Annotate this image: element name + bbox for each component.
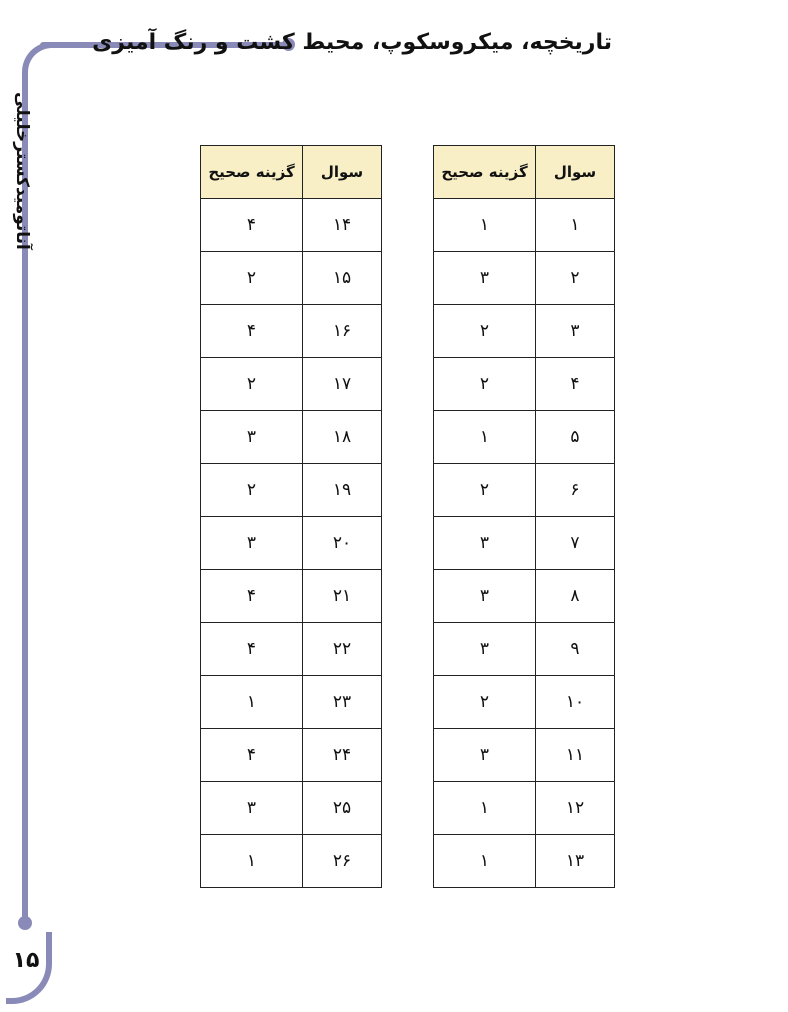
- table-row: [201, 411, 382, 464]
- question-number: ۲۱: [303, 570, 382, 623]
- table-row: [201, 252, 382, 305]
- table-row: [434, 252, 615, 305]
- correct-option: ۲: [201, 464, 303, 517]
- question-number: ۱۲: [536, 782, 615, 835]
- correct-option: ۱: [434, 835, 536, 888]
- page-title: تاریخچه، میکروسکوپ، محیط کشت و رنگ آمیزی: [92, 30, 612, 55]
- question-number: ۲۰: [303, 517, 382, 570]
- question-number: ۱۳: [536, 835, 615, 888]
- table-header-row: [434, 146, 615, 199]
- question-number: ۱۸: [303, 411, 382, 464]
- question-number: ۱۵: [303, 252, 382, 305]
- question-number: ۱۹: [303, 464, 382, 517]
- correct-option: ۳: [434, 570, 536, 623]
- correct-option: ۲: [201, 358, 303, 411]
- correct-option: ۳: [434, 252, 536, 305]
- correct-option: ۲: [434, 305, 536, 358]
- correct-option: ۳: [434, 623, 536, 676]
- question-number: ۱۱: [536, 729, 615, 782]
- column-header-answer: گزینه صحیح: [434, 146, 536, 199]
- question-number: ۱۷: [303, 358, 382, 411]
- correct-option: ۲: [434, 464, 536, 517]
- question-number: ۱۰: [536, 676, 615, 729]
- correct-option: ۳: [434, 729, 536, 782]
- correct-option: ۳: [434, 517, 536, 570]
- table-row: [201, 835, 382, 888]
- table-row: [434, 358, 615, 411]
- question-number: ۲۴: [303, 729, 382, 782]
- table-row: [201, 358, 382, 411]
- table-row: [201, 782, 382, 835]
- question-number: ۲۲: [303, 623, 382, 676]
- table-row: [434, 411, 615, 464]
- table-row: [434, 729, 615, 782]
- frame-corner: [22, 42, 62, 82]
- correct-option: ۴: [201, 623, 303, 676]
- correct-option: ۴: [201, 729, 303, 782]
- answer-table-right: [433, 145, 615, 888]
- table-body: [201, 199, 382, 888]
- correct-option: ۳: [201, 782, 303, 835]
- question-number: ۲۵: [303, 782, 382, 835]
- table-row: [201, 199, 382, 252]
- table-row: [201, 517, 382, 570]
- correct-option: ۱: [201, 676, 303, 729]
- question-number: ۵: [536, 411, 615, 464]
- question-number: ۹: [536, 623, 615, 676]
- side-brand-text: آناتومیدکسترخلیلی: [12, 92, 32, 250]
- question-number: ۴: [536, 358, 615, 411]
- answer-table-left: [200, 145, 382, 888]
- question-number: ۱۴: [303, 199, 382, 252]
- correct-option: ۳: [201, 411, 303, 464]
- question-number: ۳: [536, 305, 615, 358]
- table-row: [434, 570, 615, 623]
- table-row: [434, 782, 615, 835]
- correct-option: ۳: [201, 517, 303, 570]
- question-number: ۱: [536, 199, 615, 252]
- correct-option: ۴: [201, 570, 303, 623]
- question-number: ۸: [536, 570, 615, 623]
- table-row: [201, 464, 382, 517]
- table-row: [434, 464, 615, 517]
- table-row: [201, 570, 382, 623]
- column-header-question: سوال: [536, 146, 615, 199]
- table-body: [434, 199, 615, 888]
- correct-option: ۲: [201, 252, 303, 305]
- correct-option: ۴: [201, 199, 303, 252]
- correct-option: ۱: [434, 199, 536, 252]
- table-row: [434, 199, 615, 252]
- frame-dot-bottom: [18, 916, 32, 930]
- question-number: ۷: [536, 517, 615, 570]
- table-row: [434, 676, 615, 729]
- table-row: [434, 623, 615, 676]
- table-row: [434, 305, 615, 358]
- table-row: [201, 676, 382, 729]
- correct-option: ۱: [434, 782, 536, 835]
- correct-option: ۱: [434, 411, 536, 464]
- table-header-row: [201, 146, 382, 199]
- correct-option: ۱: [201, 835, 303, 888]
- table-row: [201, 623, 382, 676]
- question-number: ۲: [536, 252, 615, 305]
- page-number: ۱۵: [12, 948, 40, 973]
- table-row: [201, 729, 382, 782]
- correct-option: ۴: [201, 305, 303, 358]
- question-number: ۲۶: [303, 835, 382, 888]
- column-header-answer: گزینه صحیح: [201, 146, 303, 199]
- column-header-question: سوال: [303, 146, 382, 199]
- table-row: [434, 517, 615, 570]
- correct-option: ۲: [434, 676, 536, 729]
- question-number: ۶: [536, 464, 615, 517]
- question-number: ۱۶: [303, 305, 382, 358]
- table-row: [434, 835, 615, 888]
- question-number: ۲۳: [303, 676, 382, 729]
- correct-option: ۲: [434, 358, 536, 411]
- table-row: [201, 305, 382, 358]
